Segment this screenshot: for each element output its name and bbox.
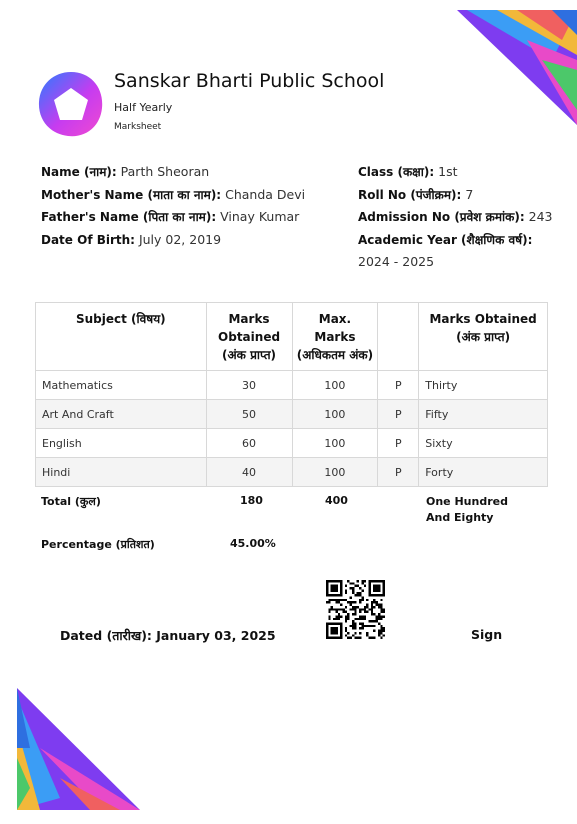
words-cell: Thirty <box>419 371 548 400</box>
school-name: Sanskar Bharti Public School <box>114 70 385 92</box>
header-marks-obtained: Marks Obtained (अंक प्राप्त) <box>206 303 292 371</box>
percentage-label: Percentage (प्रतिशत) <box>41 538 155 551</box>
header-max-marks: Max. Marks (अधिकतम अंक) <box>292 303 378 371</box>
header-subject: Subject (विषय) <box>36 303 207 371</box>
academic-year-value: 2024 - 2025 <box>358 254 435 269</box>
mother-name-label: Mother's Name (माता का नाम): <box>41 187 222 202</box>
table-row <box>36 429 548 458</box>
obtained-cell: 50 <box>206 400 292 429</box>
admission-label: Admission No (प्रवेश क्रमांक): <box>358 210 525 224</box>
father-name-label: Father's Name (पिता का नाम): <box>41 210 217 224</box>
signature-label: Sign <box>471 627 503 642</box>
obtained-cell: 40 <box>206 458 292 487</box>
student-info-left <box>41 161 341 251</box>
academic-year-label: Academic Year (शैक्षणिक वर्ष): <box>358 232 533 247</box>
student-info-right <box>358 161 558 273</box>
max-cell: 100 <box>292 371 378 400</box>
student-name-row <box>41 161 341 184</box>
result-cell: P <box>378 371 419 400</box>
student-name-label: Name (नाम): <box>41 165 117 179</box>
result-cell: P <box>378 458 419 487</box>
percentage-value: 45.00% <box>230 537 276 550</box>
corner-decoration-top-right <box>457 0 577 125</box>
issue-date: Dated (तारीख): January 03, 2025 <box>60 628 276 643</box>
subject-cell: Mathematics <box>36 371 207 400</box>
table-header-row <box>36 303 548 371</box>
obtained-cell: 60 <box>206 429 292 458</box>
dob-label: Date Of Birth: <box>41 232 135 247</box>
father-name: Vinay Kumar <box>220 209 300 224</box>
class-value: 1st <box>438 164 458 179</box>
header-result <box>378 303 419 371</box>
document-type: Marksheet <box>114 122 162 132</box>
subject-cell: English <box>36 429 207 458</box>
father-name-row <box>41 206 341 229</box>
marks-table <box>35 302 548 487</box>
header-marks-in-words: Marks Obtained (अंक प्राप्त) <box>419 303 548 371</box>
max-cell: 100 <box>292 458 378 487</box>
roll-label: Roll No (पंजीक्रम): <box>358 187 462 202</box>
words-cell: Fifty <box>419 400 548 429</box>
mother-name-row <box>41 184 341 207</box>
mother-name: Chanda Devi <box>225 186 306 202</box>
result-cell: P <box>378 429 419 458</box>
total-max: 400 <box>325 494 348 507</box>
table-row <box>36 371 548 400</box>
class-row <box>358 161 558 184</box>
subject-cell: Hindi <box>36 458 207 487</box>
student-name: Parth Sheoran <box>120 164 210 179</box>
total-obtained: 180 <box>240 494 263 507</box>
obtained-cell: 30 <box>206 371 292 400</box>
roll-row <box>358 184 558 207</box>
table-row <box>36 400 548 429</box>
total-in-words: One Hundred And Eighty <box>426 495 508 524</box>
corner-decoration-bottom-left <box>0 688 140 810</box>
admission-value: 243 <box>528 209 553 224</box>
roll-value: 7 <box>465 186 474 202</box>
max-cell: 100 <box>292 400 378 429</box>
school-logo <box>36 70 106 140</box>
table-row <box>36 458 548 487</box>
class-label: Class (कक्षा): <box>358 165 435 179</box>
admission-row <box>358 206 558 229</box>
total-label: Total (कुल) <box>41 495 101 508</box>
result-cell: P <box>378 400 419 429</box>
words-cell: Forty <box>419 458 548 487</box>
max-cell: 100 <box>292 429 378 458</box>
subject-cell: Art And Craft <box>36 400 207 429</box>
dob: July 02, 2019 <box>138 231 222 247</box>
exam-name: Half Yearly <box>114 101 173 114</box>
dob-row <box>41 229 341 252</box>
qr-code <box>326 580 385 639</box>
words-cell: Sixty <box>419 429 548 458</box>
